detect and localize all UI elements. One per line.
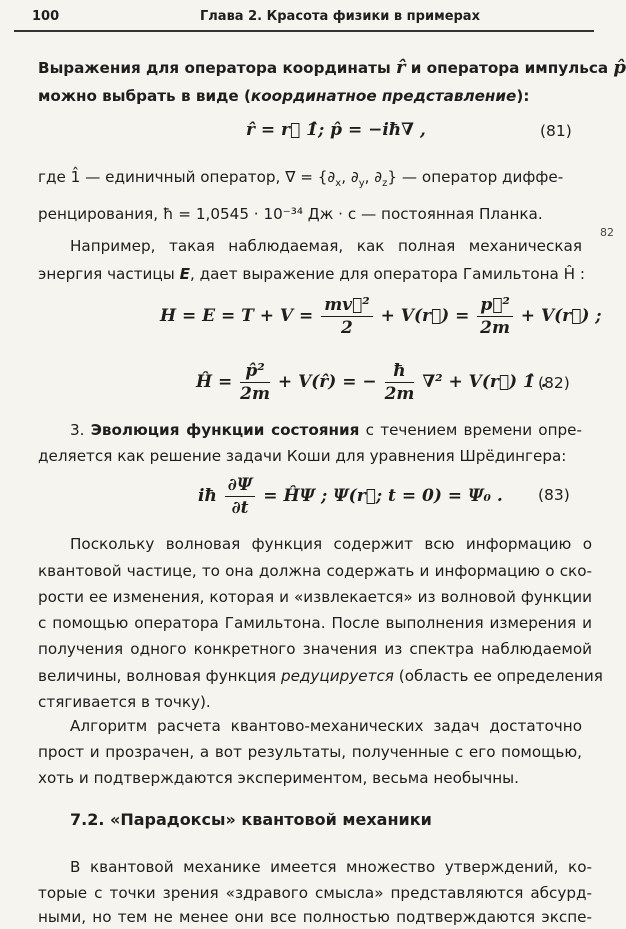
p5-italic-term: редуцируется: [280, 667, 394, 685]
p5-text-b: (область ее определения: [393, 667, 603, 685]
section-heading: 7.2. «Парадоксы» квантовой механики: [70, 810, 432, 829]
r-hat-symbol: r̂: [395, 57, 406, 78]
p1-italic-term: координатное представление: [250, 87, 517, 105]
p4-text-b: с течением времени опре-: [359, 421, 582, 439]
p4-line2: деляется как решение задачи Коши для уравнения Шрёдингера:: [38, 447, 567, 465]
p2-text-a: где 1̂ — единичный оператор, ∇ = {∂: [38, 168, 336, 186]
p1-text-a: Выражения для оператора координаты: [38, 59, 396, 77]
p6-line1: Алгоритм расчета квантово-механических задач достаточно: [70, 717, 582, 735]
equation-number-81: (81): [540, 122, 572, 140]
running-title: Глава 2. Красота физики в примерах: [200, 9, 480, 24]
equation-number-82: (82): [538, 374, 570, 392]
eqH-den1: 2: [341, 318, 353, 338]
eqH-fraction-1: [321, 294, 373, 339]
p-hat-symbol: p̂: [613, 57, 626, 78]
eq83-fraction: [225, 474, 256, 519]
page-header: [14, 4, 594, 32]
eqH-lhs: H = E = T + V =: [160, 306, 314, 326]
p4-line1: [70, 420, 582, 440]
p3-line1: Например, такая наблюдаемая, как полная механическая: [70, 237, 582, 255]
margin-mark: 82: [600, 226, 614, 239]
eq83-num: ∂Ψ: [225, 474, 256, 497]
eq83-den: ∂t: [231, 498, 249, 518]
eq82-den1: 2m: [240, 384, 270, 404]
eq82-num1: p̂²: [240, 360, 270, 383]
p1-text-b: и оператора импульса: [405, 59, 614, 77]
p5-line5: получения одного конкретного значения из спектра наблюдаемой: [38, 640, 592, 658]
p5-line2: квантовой частице, то она должна содержать и информацию о ско-: [38, 562, 592, 580]
eq82-fraction-1: [240, 360, 270, 405]
eq82-tail: ∇² + V(r⃗) 1̂ .: [422, 372, 547, 392]
p7-line3: ными, но тем не менее они все полностью подтверждаются экспе-: [38, 908, 592, 926]
p6-line2: прост и прозрачен, а вот результаты, полученные с его помощью,: [38, 743, 582, 761]
p1-text-d: ):: [516, 87, 530, 105]
eq82-den2: 2m: [384, 384, 415, 404]
eqH-den2: 2m: [480, 318, 510, 338]
p7-line1: В квантовой механике имеется множество утверждений, ко-: [70, 858, 592, 876]
equation-82: [196, 360, 547, 405]
eqH-fraction-2: [477, 294, 513, 339]
eq82-mid: + V(r̂) = −: [277, 372, 377, 392]
p1-line1: [38, 58, 626, 78]
p5-line4: с помощью оператора Гамильтона. После выполнения измерения и: [38, 614, 592, 632]
sub-z: z: [382, 178, 388, 190]
p5-line6: [38, 666, 603, 686]
p3-line2: [38, 264, 585, 284]
p5-line7: стягивается в точку).: [38, 693, 211, 711]
eqH-num2: p⃗²: [477, 294, 513, 317]
p3-text-a: энергия частицы: [38, 265, 180, 283]
sub-y: y: [358, 178, 365, 190]
p2-line2: ренцирования, ħ = 1,0545 · 10⁻³⁴ Дж · с — постоянная Планка.: [38, 205, 543, 223]
p7-line2: торые с точки зрения «здравого смысла» представляются абсурд-: [38, 884, 592, 902]
p1-line2: [38, 86, 529, 106]
p5-line3: рости ее изменения, которая и «извлекается» из волновой функции: [38, 588, 592, 606]
equation-number-83: (83): [538, 486, 570, 504]
equation-83: [198, 474, 503, 519]
p6-line3: хоть и подтверждаются экспериментом, весьма необычны.: [38, 769, 520, 787]
equation-81: r̂ = r⃗ 1̂; p̂ = −iħ∇ ,: [246, 120, 426, 140]
hamiltonian-equation: [160, 294, 602, 339]
sub-x: x: [335, 178, 342, 190]
p5-text-a: величины, волновая функция: [38, 667, 281, 685]
eqH-mid: + V(r⃗) =: [380, 306, 470, 326]
p3-text-b: , дает выражение для оператора Гамильтона Ĥ :: [189, 265, 586, 283]
eq83-tail: = ĤΨ ; Ψ(r⃗; t = 0) = Ψ₀ .: [263, 486, 503, 506]
p4-text-a: 3.: [70, 421, 91, 439]
eq82-lhs: Ĥ =: [196, 372, 233, 392]
energy-symbol: E: [179, 265, 190, 283]
p2-text-c: , ∂: [364, 168, 383, 186]
page-number: 100: [32, 9, 60, 24]
eqH-tail: + V(r⃗) ;: [520, 306, 602, 326]
eqH-num1: mv⃗²: [321, 294, 373, 317]
p5-line1: Поскольку волновая функция содержит всю информацию о: [70, 535, 592, 553]
eq83-lhs: iħ: [198, 486, 217, 506]
p2-text-d: } — оператор диффе-: [387, 168, 564, 186]
p1-text-c: можно выбрать в виде (: [38, 87, 251, 105]
p2-line1: [38, 167, 563, 194]
eq82-fraction-2: [385, 360, 415, 405]
eq82-num2: ħ: [385, 360, 415, 383]
p2-text-b: , ∂: [341, 168, 359, 186]
p4-bold-term: Эволюция функции состояния: [90, 421, 360, 439]
